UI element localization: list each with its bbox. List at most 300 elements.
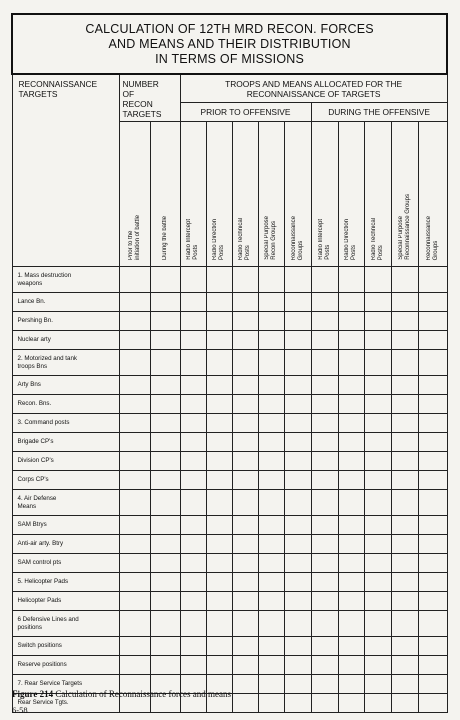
- blank-cell: [150, 433, 180, 452]
- blank-cell: [206, 637, 232, 656]
- blank-cell: [258, 554, 284, 573]
- blank-cell: [311, 675, 338, 694]
- row-label-line: troops Bns: [17, 362, 48, 370]
- blank-cell: [206, 395, 232, 414]
- blank-cell: [338, 433, 364, 452]
- blank-cell: [150, 312, 180, 331]
- header-number-line-1: NUMBER: [122, 79, 159, 89]
- row-label: [12, 376, 119, 395]
- row-label: [12, 267, 119, 293]
- blank-cell: [258, 490, 284, 516]
- header-number-line-4: TARGETS: [122, 109, 162, 119]
- blank-cell: [311, 656, 338, 675]
- form-title: [12, 14, 447, 74]
- table-row: [12, 471, 447, 490]
- table-row: [12, 293, 447, 312]
- blank-cell: [258, 267, 284, 293]
- column-header-line: During the battle: [161, 215, 168, 260]
- column-header-line: Reconnaissance: [290, 215, 297, 260]
- blank-cell: [150, 452, 180, 471]
- column-header-line: Posts: [245, 244, 251, 260]
- row-label: [12, 471, 119, 490]
- blank-cell: [119, 611, 150, 637]
- blank-cell: [150, 376, 180, 395]
- blank-cell: [150, 592, 180, 611]
- blank-cell: [311, 452, 338, 471]
- blank-cell: [150, 611, 180, 637]
- blank-cell: [284, 592, 311, 611]
- title-line-2: AND MEANS AND THEIR DISTRIBUTION: [108, 36, 351, 51]
- blank-cell: [284, 312, 311, 331]
- column-header-line: Recon Groups: [271, 221, 277, 260]
- blank-cell: [364, 414, 391, 433]
- blank-cell: [391, 350, 418, 376]
- blank-cell: [338, 592, 364, 611]
- blank-cell: [119, 414, 150, 433]
- blank-cell: [180, 452, 206, 471]
- blank-cell: [418, 414, 447, 433]
- column-header-text: [162, 216, 169, 260]
- blank-cell: [232, 267, 258, 293]
- blank-cell: [258, 331, 284, 350]
- blank-cell: [119, 471, 150, 490]
- blank-cell: [311, 312, 338, 331]
- blank-cell: [418, 331, 447, 350]
- blank-cell: [232, 433, 258, 452]
- column-header-text: [264, 216, 278, 260]
- column-header-text: [398, 194, 412, 260]
- blank-cell: [418, 637, 447, 656]
- blank-cell: [311, 535, 338, 554]
- blank-cell: [338, 376, 364, 395]
- blank-cell: [150, 293, 180, 312]
- blank-cell: [338, 611, 364, 637]
- blank-cell: [364, 611, 391, 637]
- blank-cell: [206, 471, 232, 490]
- figure-label: Figure 214: [12, 689, 54, 699]
- blank-cell: [284, 331, 311, 350]
- blank-cell: [150, 554, 180, 573]
- row-label-line: 7. Rear Service Targets: [17, 680, 83, 687]
- column-header-10: [364, 122, 391, 267]
- column-header-6: [258, 122, 284, 267]
- column-header-text: [426, 216, 440, 260]
- blank-cell: [391, 433, 418, 452]
- row-label-line: Lance Bn.: [17, 298, 46, 305]
- row-label: [12, 611, 119, 637]
- blank-cell: [284, 694, 311, 713]
- table-row: [12, 490, 447, 516]
- blank-cell: [364, 656, 391, 675]
- blank-cell: [258, 516, 284, 535]
- row-label-line: weapons: [17, 279, 43, 287]
- header-troops-and-means: [180, 74, 447, 103]
- blank-cell: [119, 573, 150, 592]
- blank-cell: [338, 675, 364, 694]
- blank-cell: [258, 350, 284, 376]
- blank-cell: [364, 452, 391, 471]
- blank-cell: [364, 592, 391, 611]
- blank-cell: [418, 452, 447, 471]
- blank-cell: [180, 611, 206, 637]
- column-header-line: Groups: [297, 240, 304, 260]
- blank-cell: [338, 395, 364, 414]
- column-header-line: Posts: [351, 244, 357, 260]
- column-header-line: Prior to the: [127, 230, 134, 260]
- blank-cell: [338, 350, 364, 376]
- table-row: [12, 637, 447, 656]
- blank-cell: [391, 395, 418, 414]
- blank-cell: [418, 471, 447, 490]
- blank-cell: [180, 267, 206, 293]
- blank-cell: [364, 516, 391, 535]
- blank-cell: [284, 516, 311, 535]
- figure-caption-text: Calculation of Reconnaissance forces and means: [53, 689, 232, 699]
- column-header-11: [391, 122, 418, 267]
- header-targets-line-1: RECONNAISSANCE: [18, 79, 98, 89]
- row-label-line: Corps CP's: [17, 476, 49, 483]
- blank-cell: [391, 611, 418, 637]
- blank-cell: [364, 637, 391, 656]
- title-line-1: CALCULATION OF 12TH MRD RECON. FORCES: [85, 21, 374, 36]
- blank-cell: [391, 490, 418, 516]
- blank-cell: [338, 452, 364, 471]
- blank-cell: [232, 675, 258, 694]
- blank-cell: [150, 331, 180, 350]
- table-row: [12, 414, 447, 433]
- blank-cell: [418, 573, 447, 592]
- blank-cell: [418, 490, 447, 516]
- blank-cell: [364, 331, 391, 350]
- blank-cell: [364, 350, 391, 376]
- column-header-line: Posts: [219, 244, 225, 260]
- blank-cell: [232, 350, 258, 376]
- blank-cell: [391, 293, 418, 312]
- blank-cell: [418, 611, 447, 637]
- blank-cell: [180, 395, 206, 414]
- column-header-7: [284, 122, 311, 267]
- column-header-line: Reconnaissance: [425, 215, 432, 260]
- blank-cell: [311, 516, 338, 535]
- row-label: [12, 592, 119, 611]
- blank-cell: [206, 293, 232, 312]
- row-label-line: 4. Air Defense: [17, 494, 57, 502]
- blank-cell: [206, 592, 232, 611]
- column-header-text: [371, 218, 385, 260]
- blank-cell: [232, 471, 258, 490]
- blank-cell: [206, 452, 232, 471]
- blank-cell: [284, 350, 311, 376]
- blank-cell: [119, 637, 150, 656]
- blank-cell: [418, 535, 447, 554]
- blank-cell: [311, 592, 338, 611]
- blank-cell: [418, 293, 447, 312]
- row-label: [12, 656, 119, 675]
- row-label-line: Helicopter Pads: [17, 597, 62, 604]
- blank-cell: [311, 395, 338, 414]
- blank-cell: [284, 293, 311, 312]
- blank-cell: [258, 414, 284, 433]
- blank-cell: [391, 376, 418, 395]
- blank-cell: [338, 267, 364, 293]
- blank-cell: [232, 490, 258, 516]
- table-row: [12, 433, 447, 452]
- blank-cell: [119, 395, 150, 414]
- blank-cell: [418, 592, 447, 611]
- blank-cell: [391, 267, 418, 293]
- blank-cell: [119, 312, 150, 331]
- blank-cell: [180, 573, 206, 592]
- title-line-3: IN TERMS OF MISSIONS: [155, 51, 305, 66]
- row-label-line: Reserve positions: [17, 661, 67, 668]
- blank-cell: [391, 675, 418, 694]
- table-row: [12, 331, 447, 350]
- blank-cell: [180, 637, 206, 656]
- row-label: [12, 535, 119, 554]
- column-header-1: [119, 122, 150, 267]
- header-reconnaissance-targets: [12, 74, 119, 267]
- blank-cell: [232, 414, 258, 433]
- blank-cell: [391, 414, 418, 433]
- blank-cell: [180, 490, 206, 516]
- column-header-text: [128, 215, 142, 260]
- header-troops-line-1: TROOPS AND MEANS ALLOCATED FOR THE: [225, 79, 403, 89]
- blank-cell: [119, 331, 150, 350]
- blank-cell: [364, 573, 391, 592]
- blank-cell: [338, 573, 364, 592]
- blank-cell: [258, 293, 284, 312]
- column-header-text: [344, 219, 358, 260]
- blank-cell: [391, 516, 418, 535]
- blank-cell: [311, 694, 338, 713]
- blank-cell: [391, 331, 418, 350]
- blank-cell: [119, 656, 150, 675]
- blank-cell: [258, 376, 284, 395]
- row-label: [12, 573, 119, 592]
- blank-cell: [311, 331, 338, 350]
- blank-cell: [391, 656, 418, 675]
- blank-cell: [258, 611, 284, 637]
- blank-cell: [418, 312, 447, 331]
- blank-cell: [418, 395, 447, 414]
- blank-cell: [284, 675, 311, 694]
- row-label-line: SAM Btrys: [17, 521, 47, 528]
- row-label-line: 3. Command posts: [17, 419, 70, 426]
- blank-cell: [418, 554, 447, 573]
- row-label-line: 5. Helicopter Pads: [17, 578, 69, 585]
- blank-cell: [258, 592, 284, 611]
- row-label-line: Nuclear arty: [17, 336, 51, 343]
- blank-cell: [119, 535, 150, 554]
- row-label-line: SAM control pts: [17, 559, 62, 566]
- blank-cell: [391, 694, 418, 713]
- column-header-line: Posts: [193, 244, 199, 260]
- blank-cell: [206, 350, 232, 376]
- blank-cell: [391, 535, 418, 554]
- blank-cell: [258, 433, 284, 452]
- header-during-the-offensive: DURING THE OFFENSIVE: [311, 103, 447, 122]
- blank-cell: [119, 433, 150, 452]
- blank-cell: [391, 637, 418, 656]
- blank-cell: [119, 267, 150, 293]
- blank-cell: [119, 516, 150, 535]
- row-label: [12, 490, 119, 516]
- row-label-line: Means: [17, 502, 37, 510]
- blank-cell: [311, 267, 338, 293]
- blank-cell: [232, 554, 258, 573]
- blank-cell: [364, 675, 391, 694]
- blank-cell: [284, 267, 311, 293]
- blank-cell: [338, 312, 364, 331]
- blank-cell: [258, 535, 284, 554]
- column-header-8: [311, 122, 338, 267]
- table-row: [12, 312, 447, 331]
- blank-cell: [232, 573, 258, 592]
- column-header-line: Posts: [324, 244, 331, 260]
- blank-cell: [232, 452, 258, 471]
- column-header-line: Radio Technical: [370, 217, 377, 260]
- blank-cell: [180, 312, 206, 331]
- header-targets-line-2: TARGETS: [18, 89, 58, 99]
- blank-cell: [418, 350, 447, 376]
- table-row: [12, 656, 447, 675]
- row-label: [12, 433, 119, 452]
- blank-cell: [311, 611, 338, 637]
- row-label-line: Brigade CP's: [17, 438, 54, 445]
- blank-cell: [418, 516, 447, 535]
- blank-cell: [258, 452, 284, 471]
- column-header-12: [418, 122, 447, 267]
- blank-cell: [232, 656, 258, 675]
- blank-cell: [391, 573, 418, 592]
- blank-cell: [284, 414, 311, 433]
- table-row: [12, 350, 447, 376]
- blank-cell: [150, 656, 180, 675]
- row-label-line: Switch positions: [17, 642, 62, 649]
- blank-cell: [232, 694, 258, 713]
- row-label-line: Anti-air arty. Btry: [17, 540, 64, 547]
- column-header-9: [338, 122, 364, 267]
- blank-cell: [232, 376, 258, 395]
- blank-cell: [180, 535, 206, 554]
- blank-cell: [232, 535, 258, 554]
- blank-cell: [150, 573, 180, 592]
- table-row: [12, 535, 447, 554]
- blank-cell: [418, 694, 447, 713]
- row-label: [12, 331, 119, 350]
- row-label: [12, 414, 119, 433]
- blank-cell: [284, 490, 311, 516]
- blank-cell: [180, 376, 206, 395]
- blank-cell: [206, 331, 232, 350]
- blank-cell: [180, 656, 206, 675]
- page-number: 6-58: [12, 705, 28, 715]
- blank-cell: [284, 395, 311, 414]
- column-header-text: [238, 218, 252, 260]
- column-header-text: [212, 219, 226, 260]
- blank-cell: [180, 293, 206, 312]
- row-label-line: Rear Service Tgts.: [17, 699, 69, 706]
- blank-cell: [180, 471, 206, 490]
- blank-cell: [284, 471, 311, 490]
- column-header-line: Radio Technical: [238, 217, 244, 260]
- blank-cell: [338, 331, 364, 350]
- row-label-line: positions: [17, 623, 42, 631]
- blank-cell: [180, 433, 206, 452]
- column-header-text: [318, 219, 332, 260]
- blank-cell: [364, 267, 391, 293]
- column-header-5: [232, 122, 258, 267]
- blank-cell: [232, 395, 258, 414]
- header-number-line-3: RECON: [122, 99, 153, 109]
- blank-cell: [311, 350, 338, 376]
- column-header-line: Radio Intercept: [317, 219, 324, 260]
- blank-cell: [232, 611, 258, 637]
- row-label: [12, 554, 119, 573]
- column-header-line: Special Purpose: [397, 216, 404, 260]
- blank-cell: [206, 535, 232, 554]
- blank-cell: [338, 414, 364, 433]
- blank-cell: [418, 656, 447, 675]
- blank-cell: [338, 637, 364, 656]
- blank-cell: [284, 611, 311, 637]
- row-label-line: Recon. Bns.: [17, 400, 52, 407]
- row-label-line: 6 Defensive Lines and: [17, 615, 79, 623]
- blank-cell: [364, 694, 391, 713]
- row-label: [12, 293, 119, 312]
- blank-cell: [418, 267, 447, 293]
- column-header-line: Radio Direction: [344, 218, 350, 260]
- column-header-3: [180, 122, 206, 267]
- blank-cell: [150, 516, 180, 535]
- blank-cell: [391, 452, 418, 471]
- blank-cell: [338, 554, 364, 573]
- blank-cell: [364, 554, 391, 573]
- blank-cell: [338, 694, 364, 713]
- blank-cell: [391, 471, 418, 490]
- figure-caption: [12, 689, 231, 699]
- column-header-text: [291, 216, 305, 260]
- blank-cell: [284, 535, 311, 554]
- blank-cell: [180, 414, 206, 433]
- blank-cell: [338, 516, 364, 535]
- table-row: [12, 611, 447, 637]
- header-troops-line-2: RECONNAISSANCE OF TARGETS: [246, 89, 381, 99]
- blank-cell: [150, 637, 180, 656]
- row-label: [12, 516, 119, 535]
- blank-cell: [284, 637, 311, 656]
- blank-cell: [206, 312, 232, 331]
- blank-cell: [206, 267, 232, 293]
- blank-cell: [284, 433, 311, 452]
- header-number-of-recon-targets: [119, 74, 180, 122]
- column-header-text: [186, 219, 200, 260]
- blank-cell: [258, 573, 284, 592]
- table-row: [12, 554, 447, 573]
- blank-cell: [391, 312, 418, 331]
- row-label-line: Division CP's: [17, 457, 54, 464]
- blank-cell: [258, 675, 284, 694]
- blank-cell: [258, 471, 284, 490]
- blank-cell: [206, 376, 232, 395]
- blank-cell: [284, 554, 311, 573]
- blank-cell: [258, 694, 284, 713]
- blank-cell: [119, 490, 150, 516]
- blank-cell: [119, 554, 150, 573]
- blank-cell: [284, 656, 311, 675]
- blank-cell: [311, 414, 338, 433]
- blank-cell: [119, 452, 150, 471]
